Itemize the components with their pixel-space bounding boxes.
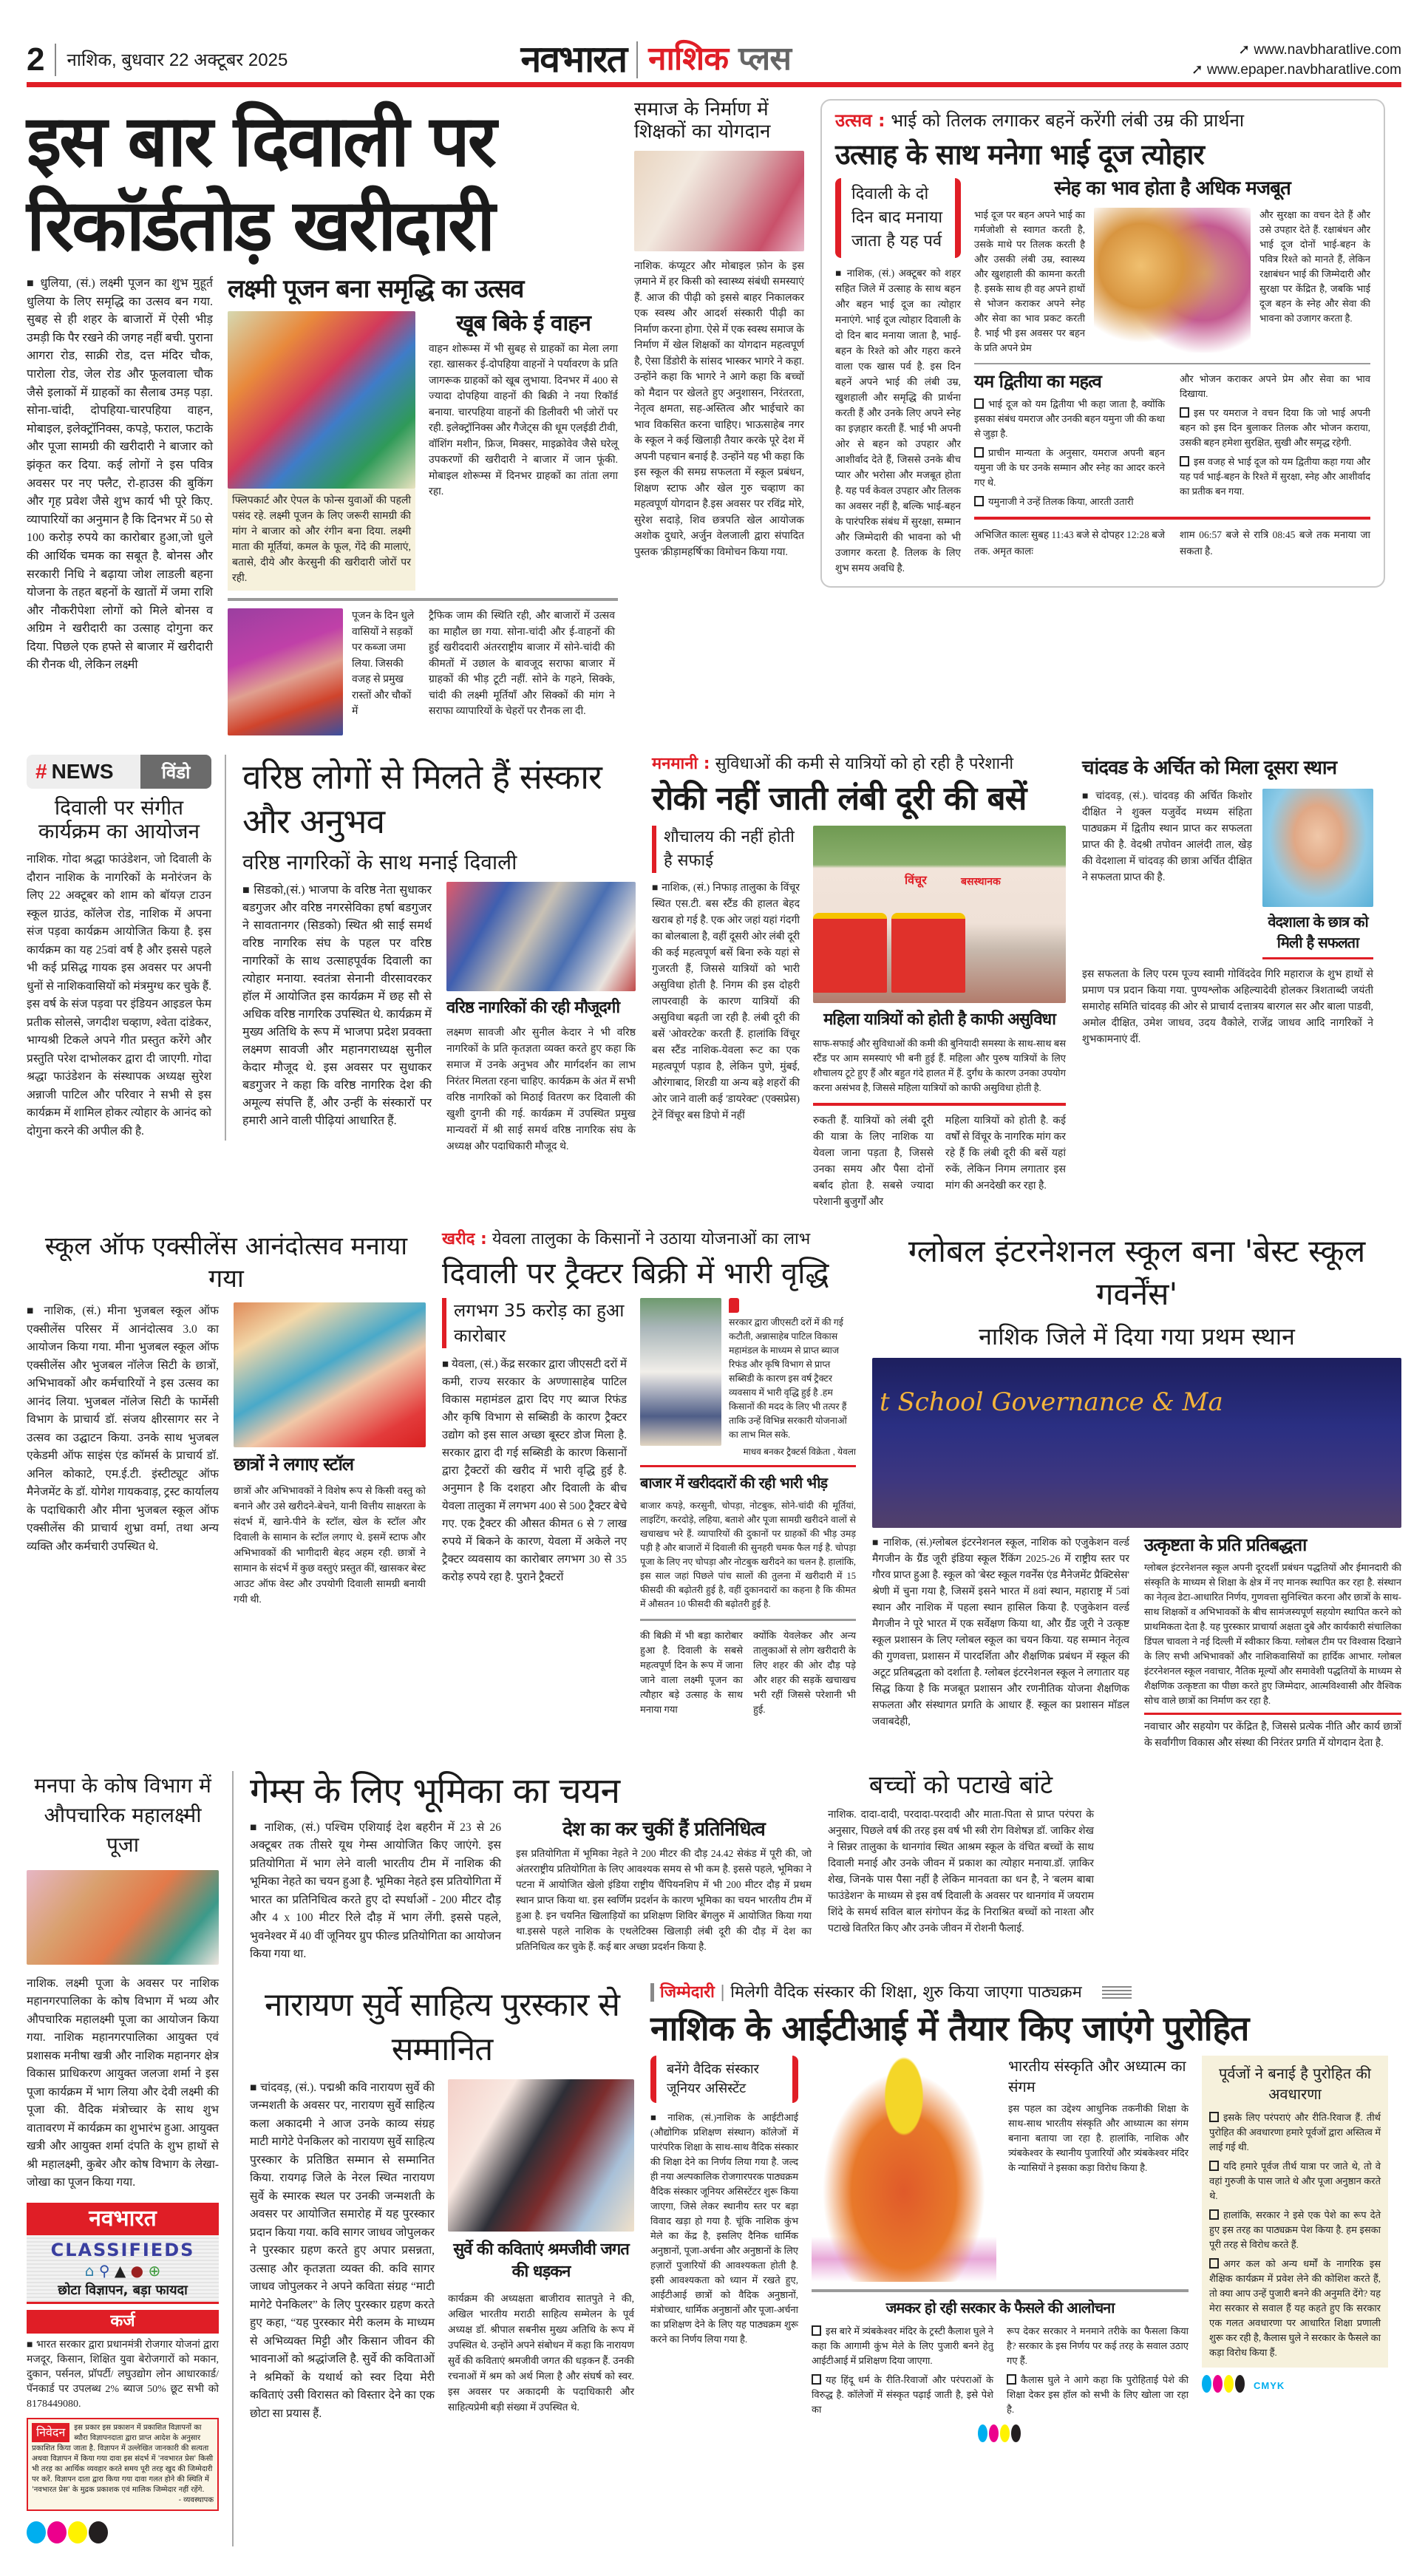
crackers-story xyxy=(828,1771,1094,1937)
puja-photo xyxy=(27,1870,219,1965)
shopping-family-photo xyxy=(228,311,415,489)
chandwad-photo-col xyxy=(1262,789,1373,959)
registration-marks xyxy=(1202,2375,1246,2396)
surve-photo-body: कार्यक्रम की अध्यक्षता बाजीराव सातपुते ने की, अखिल भारतीय मराठी साहित्य सम्मेलन के पूर्व अध्यक्ष डॉ. श्रीपाल सबनीस मुख्य अतिथि के रूप में उपस्थित थे. उन्होंने अपने संबोधन में कहा कि नारायण सुर्वे की कविताएं श्रमजीवी जगत की धड़कन हैं. उनकी रचनाओं में श्रम को अर्थ मिला है और संघर्ष को स्वर. इस अवसर पर अकादमी के पदाधिकारी और साहित्यप्रेमी बड़ी संख्या में उपस्थित थे. xyxy=(448,2292,634,2413)
classifieds-banner xyxy=(27,2235,219,2304)
edition-plus: प्लस xyxy=(738,40,791,78)
yam-point: प्राचीन मान्यता के अनुसार, यमराज अपनी बहन यमुना जी के घर उनके सम्मान और स्नेह का आदर करने गए थे. xyxy=(974,446,1165,488)
classifieds-ad: ■ भारत सरकार द्वारा प्रधानमंत्री रोजगार योजनां द्वारा मजदूर, किसान, शिक्षित युवा बेरोजगारों को मकान, दुकान, पर्सनल, प्रॉपर्टी/ लघुउद्योग लोन आधारकार्ड/ पॅनकार्ड पर उपलब्ध 2% ब्याज 50% छूट सभी को 8178449080. xyxy=(27,2338,219,2412)
mnp-headline: मनपा के कोष विभाग में औपचारिक महालक्ष्मी पूजा xyxy=(34,1773,211,1857)
students-stall-photo xyxy=(234,1302,426,1447)
page-number: 2 xyxy=(27,41,45,78)
iti-boxed-head: बनेंगे वैदिक संस्कार जूनियर असिस्टेंट xyxy=(650,2056,798,2103)
quote-icon xyxy=(729,1298,739,1313)
lead-headline xyxy=(27,99,618,268)
crackers-headline: बच्चों को पटाखे बांटे xyxy=(868,1770,1053,1800)
teachers-body: नाशिक. कंप्यूटर और मोबाइल फ़ोन के इस ज़माने में हर किसी को स्वास्थ्य संबंधी समस्याएं हैं. आज की पीढ़ी को इससे बाहर निकालकर एक स्वस्थ और आदर्श संस्कारी पीढ़ी का निर्माण करना होगा. ऐसे में एक स्वस्थ समाज के निर्माण में खेल शिक्षकों का योगदान महत्वपूर्ण है, ऐसा डिंडोरी के सांसद भास्कर भागरे ने कहा. उन्होंने कहा कि भागरे ने आगे कहा कि बच्चों को मैदान पर खेलते हुए अनुशासन, निरंतरता, नेतृत्व क्षमता, सह-अस्तित्व और भाईचारे का भाव विकसित करना चाहिए। भाऊसाहेब नगर के स्कूल ने कई खिलाड़ी तैयार करके पूरे देश में अपनी पहचान बनाई है. उन्होंने यह भी कहा कि इस स्कूल की समग्र सफलता में स्कूल प्रबंधन, शिक्षण स्टाफ और खेल गुरु चव्हाण का महत्वपूर्ण योगदान है.इस अवसर पर रविंद्र मोरे, सुरेश सदाड़े, शिव छत्रपति खेल आयोजक अशोक दुधारे, अर्जुन वेलजाली द्वारा संपादित पुस्तक 'क्रीड़ामहर्षि'का विमोचन किया गया. xyxy=(634,260,804,558)
bus-stand-sign: विंचूर xyxy=(905,874,927,887)
global-school-story xyxy=(872,1230,1401,1751)
checkbox-icon xyxy=(1007,2374,1016,2385)
lead-story xyxy=(27,99,618,735)
dateline: नाशिक, बुधवार 22 अक्टूबर 2025 xyxy=(67,50,288,70)
yellow-dot xyxy=(68,2521,87,2543)
chandwad-body-bottom: इस सफलता के लिए परम पूज्य स्वामी गोविंददेव गिरि महाराज के शुभ हाथों से प्रमाण पत्र प्रदान किया गया. पुण्यश्लोक अहिल्यादेवी होलकर त्रिशताब्दी जयंती समारोह समिति चांदवड़ की ओर से प्राचार्य दत्तात्रय बारगल सर और बाला पाडवी, अमोल दीक्षित, उमेश जाधव, उदय वैकोले, राजेंद्र जाधव आदि नागरिकों ने शुभकामनाएं दीं. xyxy=(1082,969,1373,1046)
lead-photo-row xyxy=(228,311,618,591)
magenta-dot xyxy=(47,2521,67,2543)
chandwad-body-top: ■ चांदवड़, (सं.). चांदवड़ की अर्चित किशोर दीक्षित ने शुक्ल यजुर्वेद मध्यम संहिता पाठ्यक्रम में द्वितीय स्थान प्राप्त कर सफलता प्राप्त की है. वेदश्री तपोवन आलंदी ताल, खेड़ की वेदशाला में चांदवड़ की छात्रा अर्चित दीक्षित ने सफलता प्राप्त की है. xyxy=(1082,789,1252,886)
yam-point: यमुनाजी ने उन्हें तिलक किया, आरती उतारी xyxy=(974,495,1165,509)
ancestors-point: यदि हमारे पूर्वज तीर्थ यात्रा पर जाते थे, तो वे वहां गुरुजी के पास जाते थे और पूजा अनुष्ठान करते थे. xyxy=(1209,2161,1381,2202)
tractor-quote: सरकार द्वारा जीएसटी दरों में की गई कटौती, अन्नासाहेब पाटिल विकास महामंडल के माध्यम से प्राप्त ब्याज रिफंड और कृषि विभाग से प्राप्त सब्सिडी के कारण इस वर्ष ट्रैक्टर व्यवसाय में भारी वृद्धि हुई है .हम किसानों की मदद के लिए भी तत्पर हैं ताकि उन्हें विभिन्न सरकारी योजनाओं का लाभ मिल सके. xyxy=(729,1316,847,1440)
tractor-body: ■ येवला, (सं.) केंद्र सरकार द्वारा जीएसटी दरों में कमी, राज्य सरकार के अण्णासाहेब पाटिल विकास महामंडल द्वारा दिए गए ब्याज रिफंड और कृषि विभाग से सब्सिडी के कारण ट्रैक्टर उद्योग को इस साल अच्छा बूस्टर डोज मिला है. सरकार द्वारा दी गई सब्सिडी के कारण किसानों द्वारा ट्रैक्टरों की खरीद में भारी वृद्धि हुई है. अनुमान है कि दशहरा और दिवाली के बीच येवला तालुका में लगभग 400 से 500 ट्रैक्टर बेचे गए. एक ट्रैक्टर की औसत कीमत 6 से 7 लाख रुपये में बिकने के कारण, येवला में अकेले नए ट्रैक्टर व्यवसाय का कारोबार लगभग 30 से 35 करोड़ रुपये रहा है. पुराने ट्रैक्टरों xyxy=(442,1356,627,1586)
bhaidooj-sub-right: और सुरक्षा का वचन देते हैं और उसे उपहार देते हैं. रक्षाबंधन और भाई दूज दोनों भाई-बहन के पवित्र रिश्ते को मानते हैं, लेकिन रक्षाबंधन भाई की जिम्मेदारी और सुरक्षा पर केंद्रित है, जबकि भाई दूज बहन के स्नेह और सेवा की भावना को उजागर करता है. xyxy=(1259,209,1370,324)
bhaidooj-right xyxy=(974,178,1370,559)
yam-points-left xyxy=(974,397,1165,509)
tractor-dealers-photo xyxy=(640,1298,721,1446)
chandwad-headline: चांदवड के अर्चित को मिला दूसरा स्थान xyxy=(1082,757,1337,780)
bus-headline: रोकी नहीं जाती लंबी दूरी की बसें xyxy=(652,780,1027,818)
notice-label: निवेदन xyxy=(32,2423,69,2442)
tractor-right xyxy=(640,1298,856,1717)
criticism-right xyxy=(1007,2324,1189,2417)
global-school-body: ■ नाशिक, (सं.)ग्लोबल इंटरनेशनल स्कूल, नाशिक को एजुकेशन वर्ल्ड मैगजीन के ग्रैंड जूरी इंडिया स्कूल रैंकिंग 2025-26 में राष्ट्रीय स्तर पर गौरव प्राप्त हुआ है. स्कूल को 'बेस्ट स्कूल गवर्नेंस एंड मैनेजमेंट प्रैक्टिसेस' श्रेणी में चुना गया है, जिसमें इसने भारत में 8वां स्थान, महाराष्ट्र में 5वां स्थान और नाशिक में पहला स्थान हासिल किया है. एजुकेशन वर्ल्ड मैगजीन ने पूरे भारत में एक सर्वेक्षण किया था, और ग्रैंड जूरी ने उत्कृष्ट स्कूल प्रशासन के लिए ग्लोबल स्कूल का चयन किया. यह सम्मान नेतृत्व की गुणवत्ता, प्रशासन में पारदर्शिता और शैक्षणिक प्रबंधन में स्कूल की अटूट प्रतिबद्धता को दर्शाता है. ग्लोबल इंटरनेशनल स्कूल ने लगातार यह सिद्ध किया है कि मजबूत प्रशासन और रणनीतिक योजना शैक्षणिक सफलता और संस्थागत प्रगति के आधार हैं. स्कूल का प्रशासन मॉडल जवाबदेही, xyxy=(872,1535,1129,1730)
purohit-illustration xyxy=(812,2056,996,2282)
iti-right xyxy=(1202,2056,1388,2396)
checkbox-icon xyxy=(1209,2161,1219,2171)
student-portrait xyxy=(1262,789,1373,907)
excellence-headline: स्कूल ऑफ एक्सीलेंस आनंदोत्सव मनाया गया xyxy=(44,1231,408,1294)
globe-icon: ➚ xyxy=(1238,41,1254,58)
quote-author: माधव बनकर ट्रैक्टर्स विक्रेता , येवला xyxy=(743,1446,856,1457)
registration-marks xyxy=(812,2424,1189,2445)
magenta-dot xyxy=(989,2424,999,2442)
iti-headline: नाशिक के आईटीआई में तैयार किए जाएंगे पुरोहित xyxy=(650,2008,1249,2049)
iti-side-body: इस पहल का उद्देश्य आधुनिक तकनीकी शिक्षा के साथ-साथ भारतीय संस्कृति और आध्यात्म का संगम बनाना बताया जा रहा है. हालांकि, नाशिक और त्र्यंबकेश्वर के स्थानीय पुजारियों और त्र्यंबकेश्वर मंदिर के न्यासियों ने इसका कड़ा विरोध किया है. xyxy=(1008,2103,1189,2174)
news-window-tag xyxy=(27,755,211,789)
muhurat-left: अभिजित कालः सुबह 11:43 बजे से दोपहर 12:28 बजे तक. अमृत कालः xyxy=(974,529,1165,557)
surve-headline: नारायण सुर्वे साहित्य पुरस्कार से सम्मानित xyxy=(265,1985,619,2068)
excellence-body: ■ नाशिक, (सं.) मीना भुजबल स्कूल ऑफ एक्सीलेंस परिसर में आनंदोत्सव 3.0 का आयोजन किया गया. मीना भुजबल स्कूल ऑफ एक्सीलेंस और भुजबल नॉलेज सिटी के छात्रों, अभिभावकों और कर्मचारियों ने इस उत्सव का आनंद लिया. भुजबल नॉलेज सिटी के फार्मेसी विभाग के प्राचार्य डॉ. संजय क्षीरसागर सर ने उत्सव का उद्घाटन किया. उनके साथ भुजबल एकेडमी ऑफ साइंस एंड कॉमर्स के प्राचार्य डॉ. अनिल कोकाटे, एम.ई.टी. इंस्टीट्यूट ऑफ मैनेजमेंट के डॉ. योगेश गायकवाड़, ट्रस्ट कार्यालय के पदाधिकारी और मीना भुजबल स्कूल ऑफ एक्सीलेंस की प्राचार्य शुभ्रा वर्मा, तथा अन्य व्यक्ति और कर्मचारी उपस्थित थे. xyxy=(27,1302,219,1556)
siblings-photo xyxy=(1094,208,1251,353)
mnp-body: नाशिक. लक्ष्मी पूजा के अवसर पर नाशिक महानगरपालिका के कोष विभाग में भव्य और औपचारिक महालक्ष्मी पूजा का आयोजन किया गया. नाशिक महानगरपालिका आयुक्त एवं प्रशासक मनीषा खत्री और नाशिक महानगर क्षेत्र विकास प्राधिकरण आयुक्त जलजा शर्मा ने इस पूजा कार्यक्रम में भाग लिया और देवी लक्ष्मी की पूजा की. वैदिक मंत्रोच्चार के साथ शुभ वातावरण में कार्यक्रम का शुभारंभ हुआ. आयुक्त खत्री और आयुक्त शर्मा दंपति के शुभ हाथों से श्री महालक्ष्मी, कुबेर और कोष विभाग के लेखा-जोखा का पूजन किया गया. xyxy=(27,1977,219,2189)
magenta-dot xyxy=(1213,2375,1223,2393)
tractor-left xyxy=(442,1298,627,1586)
seniors-photo-col xyxy=(446,882,636,1155)
global-school-side-col xyxy=(1144,1535,1401,1752)
black-dot xyxy=(1011,2424,1021,2442)
surve-photo-head: सुर्वे की कविताएं श्रमजीवी जगत की धड़कन xyxy=(453,2240,629,2281)
cyan-dot xyxy=(978,2424,987,2442)
criticism-left xyxy=(812,2324,993,2417)
epaper-link[interactable]: ➚ www.epaper.navbharatlive.com xyxy=(1191,61,1401,78)
notice-text: इस प्रकार इस प्रकाशन में प्रकाशित विज्ञापनों का ब्यौरा विज्ञापनदाता द्वारा प्राप्त आदेश के अनुसार प्रकाशित किया जाता है. विज्ञापन में उल्लेखित जानकारी की सत्यता अथवा विज्ञापन में किया गया दावा इस संदर्भ में 'नवभारत प्रेस' किसी भी तरह का आर्थिक व्यवहार करते समय पूरी तरह खुद की जिम्मेदारी पर करें. विज्ञापन दाता द्वारा किया गया दावा गलत होने की स्थिति में 'नवभारत प्रेस' के मुद्रक प्रकाशक एवं मालिक जिम्मेदार नहीं रहेंगे. xyxy=(32,2423,214,2494)
seniors-photo xyxy=(446,882,636,991)
bhaidooj-subhead: स्नेह का भाव होता है अधिक मजबूत xyxy=(1054,177,1291,200)
search-icon: ⚲ xyxy=(98,2261,110,2280)
bus-right xyxy=(813,826,1066,1211)
global-school-side: ग्लोबल इंटरनेशनल स्कूल अपनी दूरदर्शी प्रबंधन पद्धतियों और ईमानदारी की संस्कृति के माध्यम से शिक्षा के क्षेत्र में नए मानक स्थापित कर रहा है. संस्थान का नेतृत्व डेटा-आधारित निर्णय, गुणवत्ता सुनिश्चित करना और छात्रों के साथ-साथ शिक्षकों व अभिभावकों के बीच सामंजस्यपूर्ण सहयोग स्थापित करने को प्राथमिकता देता है. यह पुरस्कार प्राचार्या अक्षता दुबे और कार्यकारी संचालिका डिंपल चावला ने नई दिल्ली में स्वीकार किया. ग्लोबल टीम पर विश्वास दिखाने के लिए सभी अभिभावकों और नाशिकवासियों का हार्दिक आभार. ग्लोबल इंटरनेशनल स्कूल नवाचार, नैतिक मूल्यों और समावेशी पद्धतियों के माध्यम से शैक्षणिक उत्कृष्टता का पीछा करते हुए जिम्मेदार, आत्मविश्वासी और वैश्विक सोच वाले छात्रों का निर्माण कर रहा है. xyxy=(1144,1561,1401,1706)
bhaidooj-body: ■ नाशिक, (सं.) अक्टूबर को शहर सहित जिले में उत्साह के साथ बहन और बहन भाई दूज का त्योहार मनाएंगे. भाई दूज त्योहार दिवाली के दो दिन बाद मनाया जाता है, भाई-बहन के रिश्ते को और गहरा करने वाला एक खास पर्व है. इस दिन बहनें अपने भाई की लंबी उम्र, खुशहाली और समृद्धि की प्रार्थना करती हैं और उनके लिए अपने स्नेह का इज़हार करती हैं. भाई भी अपनी ओर से बहन को उपहार और आशीर्वाद देते हैं, जिससे उनके बीच प्यार और भरोसा और मजबूत होता है. यह पर्व केवल उपहार और तिलक का अवसर नहीं है, बल्कि भाई-बहन के पारंपरिक संबंध में सुरक्षा, सम्मान और जिम्मेदारी की भावना को भी उजागर करता है. तिलक के लिए शुभ समय अवधि है. xyxy=(835,265,961,576)
criticism-head: जमकर हो रही सरकार के फैसले की आलोचना xyxy=(885,2299,1115,2317)
bhaidooj-left xyxy=(835,178,961,576)
criticism-point: कैलास घुले ने आगे कहा कि पुरोहिताई पेशे की शिक्षा देकर इस हॉल को सभी के लिए खोला जा रहा है. xyxy=(1007,2374,1189,2416)
checkbox-icon xyxy=(974,496,984,506)
global-school-headline: ग्लोबल इंटरनेशनल स्कूल बना 'बेस्ट स्कूल गवर्नेंस' xyxy=(908,1233,1366,1313)
checkbox-icon xyxy=(1180,407,1189,418)
iti-side-head: भारतीय संस्कृति और अध्यात्म का संगम xyxy=(1008,2057,1186,2096)
crackers-body: नाशिक. दादा-दादी, परदादा-परदादी और माता-पिता से प्राप्त परंपरा के अनुसार, पिछले वर्ष की तरह इस वर्ष भी स्त्री रोग विशेषज्ञ डॉ. जाकिर शेख ने सिन्नर तालुका के थानगांव स्थित आश्रम स्कूल के वंचित बच्चों के साथ दिवाली मनाई और उनके जीवन में प्रकाश का त्योहार मनाया.डॉ. ज़ाकिर शेख, जिनके पास पैसा नहीं है लेकिन मानवता का धन है, ने 'बलम बाबा फाउंडेशन' के माध्यम से इस वर्ष दिवाली के अवसर पर थानगांव में जयराम शिंदे के समर्थ सविल बाल संगोपन केंद्र के निराश्रित बच्चों को नाश्ता और पटाखे वितरित किए और उनके जीवन में रोशनी फैलाई. xyxy=(828,1809,1094,1934)
games-row xyxy=(250,1771,1401,1964)
tractor-col-a: की बिक्री में भी बड़ा कारोबार हुआ है. दिवाली के सबसे महत्वपूर्ण दिन के रूप में जाना जाने वाला लक्ष्मी पूजन का त्यौहार बड़े उत्साह के साथ मनाया गया xyxy=(640,1629,743,1715)
games-headline: गेम्स के लिए भूमिका का चयन xyxy=(250,1770,620,1812)
photo-caption: फ्लिपकार्ट और ऐपल के फोन्स युवाओं की पहली पसंद रहे. लक्ष्मी पूजन के लिए जरूरी सामग्री की मांग ने बाजार को और रंगीन बना दिया. लक्ष्मी माता की मूर्तियां, कमल के फूल, गेंदे की मालाएं, बतासे, दीये और केरसुनी की खरीदारी जोरों पर रही. xyxy=(228,489,415,591)
lead-body: ■ धुलिया, (सं.) लक्ष्मी पूजन का शुभ मुहूर्त धुलिया के लिए समृद्धि का उत्सव बन गया. सुबह से ही शहर के बाजारों में ऐसी भीड़ उमड़ी कि पैर रखने की जगह नहीं बची. पुराना आगरा रोड, साक्री रोड, दत्त मंदिर चौक, पारोला रोड, जेल रोड और फूलवाला चौक जैसे इलाकों में ग्राहकों का सैलाब उमड़ पड़ा. सोना-चांदी, दोपहिया-चारपहिया वाहन, मोबाइल, इलेक्ट्रॉनिक्स, कपड़े, फराल, फटाके और पूजा सामग्री की खरीदारी ने बाजार को झंकृत कर दिया. कई लोगों ने इस पवित्र अवसर पर नए फ्लैट, रो-हाउस की बुकिंग और गृह प्रवेश जैसे शुभ कार्य भी पूरे किए. व्यापारियों का अनुमान है कि दिनभर में 50 से 100 करोड़ रुपये का कारोबार हुआ,जो धुले की आर्थिक चमक का सबूत है. बोनस और सरकारी निधि ने बढ़ाया जोश लाडली बहना योजना के तहत बहनों के खातों में जमा राशि और नौकरीपेशा लोगों को मिले बोनस व अग्रिम ने खरीदारी का उत्साह दोगुना कर दिया. पिछले एक हफ्ते से बाजार में खरीदारी की रौनक थी, लेकिन लक्ष्मी xyxy=(27,275,213,675)
ev-body: वाहन शोरूम्स में भी सुबह से ग्राहकों का मेला लगा रहा. खासकर ई-दोपहिया वाहनों ने पर्यावरण के प्रति जागरूक ग्राहकों को खूब लुभाया. दिनभर में 400 से ज्यादा दोपहिया वाहनों की बिक्री ने नया रिकॉर्ड बनाया. चारपहिया वाहनों की डिलीवरी भी जोरों पर रही. इलेक्ट्रॉनिक्स और गैजेट्स की धूम एलईडी टीवी, वॉशिंग मशीन, फ्रिज, मिक्सर, माइक्रोवेव जैसे घरेलू उपकरणों की खरीदारी ने बाजार में जान फूंकी. मोबाइल शोरूम्स में दिनभर ग्राहकों का तांता लगा रहा. xyxy=(429,343,618,498)
bhaidooj-headline: उत्साह के साथ मनेगा भाई दूज त्योहार xyxy=(835,137,1204,171)
lead-bottom-row xyxy=(228,608,618,735)
yellow-dot xyxy=(1000,2424,1010,2442)
games-side-body: इस प्रतियोगिता में भूमिका नेहते ने 200 मीटर की दौड़ 24.42 सेकंड में पूरी की, जो अंतरराष्ट्रीय प्रतियोगिता के लिए आवश्यक समय से भी कम है. इससे पहले, भूमिका ने पटना में आयोजित खेलो इंडिया राष्ट्रीय चैंपियनशिप में भी 200 मीटर दौड़ में प्रथम स्थान प्राप्त किया था. इस स्वर्णिम प्रदर्शन के कारण भूमिका का चयन भारतीय टीम में हुआ है. इन चयनित खिलाड़ियों का प्रशिक्षण शिविर बेंगलुरु में आयोजित किया गया था.इससे पहले नाशिक के एथलेटिक्स खिलाड़ी लंबी दूरी की दौड़ में देश का प्रतिनिधित्व कर चुके हैं. कई बार अच्छा प्रदर्शन किया है. xyxy=(516,1847,812,1952)
bus-body: ■ नाशिक, (सं.) निफाड़ तालुका के विंचूर स्थित एस.टी. बस स्टैंड की हालत बेहद खराब हो गई है. एक ओर जहां यहां गंदगी का बोलबाला है, वहीं दूसरी ओर लंबी दूरी की कई महत्वपूर्ण बसें बिना रुके यहां से गुजरती हैं, जिससे यात्रियों को भारी असुविधा होती है. निगम की इस दोहरी लापरवाही के कारण यात्रियों की असुविधा बढ़ती जा रही है. लंबी दूरी की बसें 'ओवरटेक' करती हैं. हालांकि विंचूर बस स्टैंड नाशिक-येवला रूट का एक महत्वपूर्ण पड़ाव है, लेकिन पुणे, मुंबई, औरंगाबाद, शिरडी या अन्य बड़े शहरों की ओर जाने वाली कई 'डायरेक्ट' (एक्सप्रेस) ट्रेनें विंचूर बस डिपो में नहीं xyxy=(652,880,800,1124)
iti-kicker: जिम्मेदारी | मिलेगी वैदिक संस्कार की शिक्षा, शुरु किया जाएगा पाठ्यक्रम xyxy=(650,1983,1401,2002)
checkbox-icon xyxy=(812,2325,821,2336)
news-tag-left xyxy=(27,755,140,789)
yam-left xyxy=(974,372,1165,509)
bus-kicker: मनमानी : सुविधाओं की कमी से यात्रियों को हो रही है परेशानी xyxy=(652,755,1014,774)
seniors-headline: वरिष्ठ लोगों से मिलते हैं संस्कार और अनुभव xyxy=(242,757,602,842)
iti-story xyxy=(650,1983,1401,2445)
iti-side-col xyxy=(1008,2056,1189,2175)
ancestors-point: अगर कल को अन्य धर्मों के नागरिक इस शैक्षिक कार्यक्रम में प्रवेश लेने की कोशिश करते हैं, तो क्या आप उन्हें पुजारी बनने की अनुमति देंगे? यह मेरा सरकार से सवाल हैं यह कहते हुए कि सरकार एक गलत अवधारणा पर आधारित शिक्षा प्रणाली शुरू कर रही है, कैलास घुले ने सरकार के फैसले का कड़ा विरोध किया हैं. xyxy=(1209,2258,1381,2359)
lead-columns xyxy=(27,275,618,735)
tractor-headline: दिवाली पर ट्रैक्टर बिक्री में भारी वृद्धि xyxy=(442,1256,829,1291)
ancestors-points xyxy=(1209,2110,1381,2360)
tractor-col-b: क्योंकि येवलेकर और अन्य तालुकाओं से लोग खरीदारी के लिए शहर की ओर दौड़ पड़े और शहर की सड़कें खचाखच भरी रहीं जिससे परेशानी भी हुई. xyxy=(753,1629,856,1715)
games-side-head: देश का कर चुकीं हैं प्रतिनिधित्व xyxy=(562,1818,765,1841)
bhaidooj-columns xyxy=(835,178,1370,576)
website-links xyxy=(1191,40,1401,80)
surve-columns xyxy=(250,2079,634,2424)
yellow-dot xyxy=(1224,2375,1234,2393)
classifieds-category: कर्ज xyxy=(27,2310,219,2334)
band-second xyxy=(27,755,1401,1211)
bhaidooj-boxed-head: दिवाली के दो दिन बाद मनाया जाता है यह पर्व xyxy=(835,178,961,258)
bus-columns xyxy=(652,826,1066,1211)
band-bottom xyxy=(27,1771,1401,2546)
chandwad-story xyxy=(1082,755,1373,1048)
section-rule xyxy=(640,1619,856,1621)
criticism-point: रूप देकर सरकार ने मनमाने तरीके का फैसला किया है? सरकार के इस निर्णय पर कई तरह के सवाल उठाए गए हैं. xyxy=(1007,2325,1189,2367)
checkbox-icon xyxy=(974,398,984,409)
left-column xyxy=(27,1771,234,2546)
band-third xyxy=(27,1230,1401,1751)
games-columns xyxy=(250,1819,812,1964)
wrap-text: पूजन के दिन धुले वासियों ने सड़कों पर कब्जा जमा लिया. जिसकी वजह से प्रमुख रास्तों और चौकों में xyxy=(352,611,415,718)
yam-row xyxy=(974,372,1370,509)
tractor-quote-row xyxy=(640,1298,856,1458)
muhurat-row xyxy=(974,527,1370,560)
shopping-woman-photo xyxy=(228,608,343,735)
bus-col2: रुकती हैं. यात्रियों को लंबी दूरी की यात्रा के लिए नाशिक या येवला जाना पड़ता है, जिससे उनका समय और पैसा दोनों बर्बाद होता है. सबसे ज्यादा परेशानी बुजुर्गों और xyxy=(813,1115,934,1209)
checkbox-icon xyxy=(812,2374,821,2385)
section-rule xyxy=(1144,1713,1401,1715)
muhurat-rule xyxy=(974,517,1370,520)
award-banner-text: t School Governance & Ma xyxy=(880,1387,1223,1418)
decorative-lines xyxy=(1102,1986,1132,1999)
ancestors-point: इसके लिए परंपराएं और रीति-रिवाज हैं. तीर्थ पुरोहित की अवधारणा हमारे पूर्वजों द्वारा अस्तित्व में लाई गई थी. xyxy=(1209,2112,1381,2153)
seniors-subhead: वरिष्ठ नागरिकों के साथ मनाई दिवाली xyxy=(242,850,517,875)
teachers-story xyxy=(634,99,804,560)
market-head: बाजार में खरीददारों की रही भारी भीड़ xyxy=(640,1473,828,1492)
black-dot xyxy=(89,2521,108,2543)
surve-body: ■ चांदवड़, (सं.). पद्मश्री कवि नारायण सुर्वे की जन्मशती के अवसर पर, नारायण सुर्वे साहित्य कला अकादमी ने आज उनके काव्य संग्रह माटी मागेटे पेनकिलर को नारायण सुर्वे साहित्य पुरस्कार के प्रतिष्ठित सम्मान से सम्मानित किया. रायगढ़ जिले के नेरल स्थित नारायण सुर्वे के स्मारक स्थल पर उनकी जन्मशती के अवसर पर आयोजित समारोह में यह पुरस्कार प्रदान किया गया. कवि सागर जाधव जोपुलकर ने पुरस्कार ग्रहण करते हुए अपार प्रसन्नता, उत्साह और कृतज्ञता व्यक्त की. कवि सागर जाधव जोपुलकर ने अपने कविता संग्रह “माटी मागेटे पेनकिलर” के लिए पुरस्कार ग्रहण करते हुए कहा, “यह पुरस्कार मेरी कलम के माध्यम से अभिव्यक्त मिट्टी और किसान जीवन की भावनाओं को श्रद्धांजलि है. सुर्वे की कविताओं ने श्रमिकों के यथार्थ को स्वर दिया मेरी कविताएं उसी विरासत को विस्तार देने का एक छोटा सा प्रयास हैं. xyxy=(250,2079,435,2424)
seniors-photo-body: लक्ष्मण सावजी और सुनील केदार ने भी वरिष्ठ नागरिकों के प्रति कृतज्ञता व्यक्त करते हुए कहा कि समाज में उनके अनुभव और मार्गदर्शन का लाभ निरंतर मिलता रहना चाहिए. कार्यक्रम के अंत में सभी वरिष्ठ नागरिकों को मिठाई वितरण कर दिवाली की खुशी दुगनी की गई. कार्यक्रम में उपस्थित प्रमुख मान्यवरों में श्री साई समर्थ वरिष्ठ नागरिक संघ के अध्यक्ष और पदाधिकारी मौजूद थे. xyxy=(446,1027,636,1152)
bhaidooj-box xyxy=(820,99,1385,588)
classifieds-brand: नवभारत xyxy=(27,2203,219,2235)
lead-photo-col xyxy=(228,311,415,591)
classifieds-box xyxy=(27,2203,219,2511)
checkbox-icon xyxy=(1209,2112,1219,2122)
excellence-story xyxy=(27,1230,426,1607)
edition-name: नाशिक xyxy=(648,40,729,78)
student-photo-caption: वेदशाला के छात्र को मिली है सफलता xyxy=(1268,913,1368,952)
globe-icon: ➚ xyxy=(1191,61,1208,78)
classifieds-icons xyxy=(27,2262,219,2280)
seniors-columns xyxy=(242,882,636,1155)
cyan-dot xyxy=(1202,2375,1211,2393)
section-rule xyxy=(640,1465,856,1467)
news-window xyxy=(27,755,226,1141)
checkbox-icon xyxy=(1209,2258,1219,2269)
bus-boxed-head: शौचालय की नहीं होती है सफाई xyxy=(652,826,800,873)
bhaidooj-kicker: उत्सव : भाई को तिलक लगाकर बहनें करेंगी लंबी उम्र की प्रार्थना xyxy=(835,110,1245,131)
surve-story xyxy=(250,1983,634,2424)
news-window-headline: दिवाली पर संगीत कार्यक्रम का आयोजन xyxy=(38,795,200,844)
print-marks-right xyxy=(1202,2375,1388,2396)
health-icon: ⊕ xyxy=(148,2261,161,2280)
bus-photo-head: महिला यात्रियों को होती है काफी असुविधा xyxy=(823,1010,1055,1029)
yam-continuation: और भोजन कराकर अपने प्रेम और सेवा का भाव दिखाया. xyxy=(1180,373,1370,400)
iti-left xyxy=(650,2056,798,2347)
bus-photo-body: साफ-सफाई और सुविधाओं की कमी की बुनियादी समस्या के साथ-साथ बस स्टैंड पर आम समस्याएं भी बनी हुई हैं. महिला और पुरुष यात्रियों के लिए शौचालय टूटे हुए हैं और बहुत गंदे हालत में हैं. दुर्गंध के कारण उनका उपयोग करना असंभव है, जिससे महिला यात्रियों को काफी असुविधा होती है. xyxy=(813,1038,1066,1094)
global-school-subhead: नाशिक जिले में दिया गया प्रथम स्थान xyxy=(979,1322,1295,1351)
games-body: ■ नाशिक, (सं.) पश्चिम एशियाई देश बहरीन में 23 से 26 अक्टूबर तक तीसरे यूथ गेम्स आयोजित किए जाएंगे. इस प्रतियोगिता में भाग लेने वाली भारतीय टीम में नाशिक की भूमिका नेहते का चयन हुआ है. भूमिका नेहते इस प्रतियोगिता में भारत का प्रतिनिधित्व करते हुए दो स्पर्धाओं - 200 मीटर दौड़ और 4 x 100 मीटर रिले दौड़ में भाग लेंगी. इससे पहले, भुवनेश्वर में 40 वीं जूनियर ग्रुप फील्ड प्रतियोगिता का आयोजन किया गया था. xyxy=(250,1819,501,1964)
ancestors-head: पूर्वजों ने बनाई है पुरोहित की अवधारणा xyxy=(1219,2064,1371,2104)
global-school-columns xyxy=(872,1535,1401,1752)
iti-columns xyxy=(650,2056,1401,2445)
seniors-story xyxy=(242,755,636,1155)
ancestors-point: हालांकि, सरकार ने इसे एक पेशे का रूप देते हुए इस तरह का पाठ्यक्रम पेश किया है. हम इसका पूरी तरह से विरोध करते हैं. xyxy=(1209,2209,1381,2251)
surve-photo-col xyxy=(448,2079,634,2415)
window-label: विंडो xyxy=(140,755,211,789)
criticism-point: यह हिंदू धर्म के रीति-रिवाजों और परंपराओं के विरुद्ध है. कॉलेजों में संस्कृत पढ़ाई जाती है, इसे पेशे का xyxy=(812,2374,993,2416)
global-school-side2: नवाचार और सहयोग पर केंद्रित है, जिससे प्रत्येक नीति और कार्य छात्रों के सर्वांगीण विकास और संस्था की निरंतर प्रगति में योगदान देता है. xyxy=(1144,1721,1401,1749)
market-body: बाजार कपड़े, करसुनी, चोपड़ा, नोटबुक, सोने-चांदी की मूर्तियां, लाइटिंग, करदोड़े, लहिया, बताशे और पूजा सामग्री खरीदने वालों से खचाखच भरे हैं. व्यापारियों की दुकानों पर ग्राहकों की भीड़ उमड़ पड़ी है और बाजारों में दिवाली की सुनहरी चमक फैल गई है. चोपड़ा पूजा के लिए नए चोपड़ा और नोटबुक खरीदने का चलन है. हालांकि, इस साल जहां पिछले पांच सालों की तुलना में खरीदारी में 15 फीसदी की बढ़ोतरी हुई है, वहीं दुकानदारों का कहना है कि कीमत में औसतन 10 फीसदी की बढ़ोतरी हुई है. xyxy=(640,1500,856,1609)
criticism-point: इस बारे में त्र्यंबकेश्वर मंदिर के ट्रस्टी कैलाश घुले ने कहा कि आगामी कुंभ मेले के लिए पुजारी बनने हेतु आईटीआई में प्रशिक्षण दिया जाएगा. xyxy=(812,2325,993,2367)
hash-icon: # xyxy=(35,760,47,784)
bus-left xyxy=(652,826,800,1124)
checkbox-icon xyxy=(1180,456,1189,466)
games-side-col xyxy=(516,1819,812,1954)
cmyk-label: CMYK xyxy=(1254,2379,1285,2391)
stall-body: छात्रों और अभिभावकों ने विशेष रूप से किसी वस्तु को बनाने और उसे खरीदने-बेचने, यानी वित्तीय साक्षरता के संदर्भ में, खाने-पीने के स्टॉल, खेल के स्टॉल और दिवाली के सामान के स्टॉल लगाए थे. इसमें स्टाफ और अभिभावकों की भागीदारी बेहद अहम रही. छात्रों ने सामान के संदर्भ में कुछ वस्तुएं प्रस्तुत कीं, खासकर बेस्ट आउट ऑफ वेस्ट और उपयोगी दिवाली सामग्री बनायी गयी थी. xyxy=(234,1484,426,1605)
bus-graphic xyxy=(891,913,965,993)
brand-logo: नवभारत xyxy=(520,37,627,81)
bus-stand-sign: बसस्थानक xyxy=(961,874,1001,887)
jewellery-body: ट्रैफिक जाम की स्थिति रही, और बाजारों में उत्सव का माहौल छा गया. सोना-चांदी और ई-वाहनों की हुई खरीददारी अंतरराष्ट्रीय बाजार में सोने-चांदी की कीमतों में उछाल के बावजूद सराफा बाजार में ग्राहकों की भीड़ टूटी नहीं. सोने के गहने, सिक्के, चांदी की लक्ष्मी मूर्तियाँ और सिक्कों की मांग ने सराफा व्यापारियों के चेहरों पर रौनक ला दी. xyxy=(429,611,615,718)
bus-bottom-row xyxy=(813,1113,1066,1211)
lead-right xyxy=(228,275,618,735)
chandwad-top-row xyxy=(1082,789,1373,959)
graduation-cap-icon: ▲ xyxy=(114,2261,126,2280)
excellence-photo-col xyxy=(234,1302,426,1607)
bhaidooj-sub-row xyxy=(974,208,1370,356)
right-area xyxy=(250,1771,1401,2445)
website-link[interactable]: ➚ www.navbharatlive.com xyxy=(1238,41,1401,58)
lead-headline-line: रिकॉर्डतोड़ खरीदारी xyxy=(27,184,494,267)
games-story xyxy=(250,1771,812,1964)
excellence-commitment-head: उत्कृष्टता के प्रति प्रतिबद्धता xyxy=(1144,1535,1307,1556)
tractor-columns xyxy=(442,1298,856,1717)
divider xyxy=(55,44,56,76)
seniors-body: ■ सिडको,(सं.) भाजपा के वरिष्ठ नेता सुधाकर बडगुजर और वरिष्ठ नगरसेविका हर्षा बडगुजर ने सावतानगर (सिडको) स्थित श्री साई समर्थ वरिष्ठ नागरिक संघ के पहल पर वरिष्ठ नागरिकों के साथ उत्साहपूर्वक दिवाली का त्योहार मनाया. स्वतंत्रा सेनानी वीरसावरकर हॉल में आयोजित इस कार्यक्रम में छह सौ से अधिक वरिष्ठ नागरिक उपस्थित थे. कार्यक्रम में मुख्य अतिथि के रूप में भाजपा प्रदेश प्रवक्ता लक्ष्मण सावजी और महानगराध्यक्ष सुनील केदार मौजूद थे. इस अवसर पर सुधाकर बडगुजर ने कहा कि वरिष्ठ नागरिक देश की अमूल्य संपत्ति हैं, और उन्हीं के संस्कारों पर हमारी आने वाली पीढ़ियां आधारित हैं. xyxy=(242,882,432,1130)
award-photo xyxy=(448,2079,634,2232)
surve-iti-row xyxy=(250,1983,1401,2445)
iti-body: ■ नाशिक, (सं.)नाशिक के आईटीआई (औद्योगिक प्रशिक्षण संस्थान) कॉलेजों में पारंपरिक शिक्षा के साथ-साथ वैदिक संस्कार की शिक्षा देने का निर्णय लिया गया है. जल्द ही नया अल्पकालिक रोजगारपरक पाठ्यक्रम वैदिक संस्कार जूनियर असिस्टेंटर शुरू किया जाएगा, जिसे लेकर स्थानीय स्तर पर बड़ा विवाद खड़ा हो गया है. चूंकि नाशिक कुंभ मेले का केंद्र है, इसलिए दैनिक धार्मिक अनुष्ठानों, पूजा-अर्चना और अनुष्ठानों के लिए हज़ारों पुजारियों की आवश्यकता होती है. इसी आवश्यकता को ध्यान में रखते हुए, आईटीआई छात्रों को वैदिक अनुष्ठानों, मंत्रोच्चार, धार्मिक अनुष्ठानों और पूजा-अर्चना का प्रशिक्षण देने के लिए यह पाठ्यक्रम शुरू करने का निर्णय लिया गया है. xyxy=(650,2110,798,2347)
stall-head: छात्रों ने लगाए स्टॉल xyxy=(234,1454,354,1475)
iti-middle xyxy=(812,2056,1189,2445)
tractor-kicker: खरीद : येवला तालुका के किसानों ने उठाया योजनाओं का लाभ xyxy=(442,1230,811,1249)
criticism-row xyxy=(812,2324,1189,2417)
section-rule xyxy=(813,1103,1066,1106)
house-icon: ⌂ xyxy=(84,2261,95,2280)
yam-point: इस पर यमराज ने वचन दिया कि जो भाई अपनी बहन को इस दिन बुलाकर तिलक और भोजन कराया, उसकी बहन हमेशा सुरक्षित, सुखी और समृद्ध रहेगी. xyxy=(1180,407,1370,449)
lead-subhead: लक्ष्मी पूजन बना समृद्धि का उत्सव xyxy=(228,274,524,304)
bus-col3: महिला यात्रियों को होती है. कई वर्षों से विंचूर के नागरिक मांग कर रहे हैं कि लंबी दूरी की बसें यहां रुकें, लेकिन निगम लगातार इस मांग की अनदेखी कर रहा है. xyxy=(945,1115,1066,1192)
muhurat-right: शाम 06:57 बजे से रात्रि 08:45 बजे तक मनाया जा सकता है. xyxy=(1180,529,1370,557)
notice-box xyxy=(27,2418,219,2511)
teachers-photo xyxy=(634,151,804,251)
ev-subhead: खूब बिके ई वाहन xyxy=(456,310,591,337)
section-rule xyxy=(228,598,618,601)
notice-sign: - व्यवस्थापक xyxy=(178,2495,214,2504)
seniors-photo-head: वरिष्ठ नागरिकों की रही मौजूदगी xyxy=(446,999,620,1018)
divider xyxy=(636,41,638,78)
caption-rule xyxy=(1262,957,1373,959)
registration-marks xyxy=(27,2521,219,2546)
teachers-headline: समाज के निर्माण में शिक्षकों का योगदान xyxy=(634,98,771,143)
news-window-body: नाशिक. गोदा श्रद्धा फाउंडेशन, जो दिवाली के दौरान नाशिक के नागरिकों के मनोरंजन के लिए 22 अक्टूबर को शाम को बॉयज़ टाउन स्कूल ग्राउंड, कॉलेज रोड, नाशिक में अपना संज पड़वा कार्यक्रम आयोजित किया है. इस कार्यक्रम का यह 25वां वर्ष है और इससे पहले भी कई प्रसिद्ध गायक इस अवसर पर अपनी धुनों से नाशिकवासियों को मंत्रमुग्ध कर चुके हैं. इस वर्ष के संज पड़वा पर इंडियन आइडल फेम प्रतीक सोलसे, जगदीश चव्हाण, श्वेता दांडेकर, भाग्यश्री टिकले अपने गीत प्रस्तुत करेंगे और प्रस्तुति परेश दाभोलकर द्वारा दी जाएगी. गोदा श्रद्धा फाउंडेशन के संस्थापक अध्यक्ष सुरेश अन्नाजी पाटिल और परिवार ने सभी से इस कार्यक्रम में शामिल होकर त्योहार के आनंद को दोगुना करने की अपील की है. xyxy=(27,853,211,1138)
tractor-bottom-row xyxy=(640,1628,856,1717)
ev-col xyxy=(429,311,618,500)
cyan-dot xyxy=(27,2521,46,2543)
classifieds-tagline: छोटा विज्ञापन, बड़ा फायदा xyxy=(58,2282,188,2298)
bhaidooj-sub-left: भाई दूज पर बहन अपने भाई का गर्मजोशी से स्वागत करती है, उसके माथे पर तिलक करती है और उसकी लंबी उम्र, स्वास्थ्य और खुशहाली की कामना करती है. इसके साथ ही वह अपने हाथों से भोजन कराकर अपने स्नेह और सेवा का भाव प्रकट करती है. भाई भी इस अवसर पर बहन के प्रति अपने प्रेम xyxy=(974,209,1085,354)
iti-middle-top xyxy=(812,2056,1189,2282)
tractor-story xyxy=(442,1230,856,1716)
bus-story xyxy=(652,755,1066,1211)
award-ceremony-photo xyxy=(872,1358,1401,1528)
news-label: NEWS xyxy=(51,760,114,784)
band-top xyxy=(27,99,1401,735)
classifieds-title: CLASSIFIEDS xyxy=(50,2239,195,2260)
mandala-icon: ● xyxy=(130,2261,144,2280)
checkbox-icon xyxy=(1209,2209,1219,2220)
yam-points-right xyxy=(1180,372,1370,499)
tractor-quote-col xyxy=(729,1298,856,1458)
section-rule xyxy=(974,363,1370,364)
excellence-columns xyxy=(27,1302,426,1607)
ancestors-box xyxy=(1202,2056,1388,2368)
yam-point: भाई दूज को यम द्वितीया भी कहा जाता है, क्योंकि इसका संबंध यमराज और उनकी बहन यमुना जी की कथा से जुड़ा है. xyxy=(974,398,1165,439)
tractor-boxed-head: लगभग 35 करोड़ का हुआ कारोबार xyxy=(442,1298,627,1348)
masthead xyxy=(27,37,1401,87)
bus-graphic xyxy=(813,913,887,993)
section-rule xyxy=(812,2289,1189,2292)
yam-heading: यम द्वितीया का महत्व xyxy=(974,371,1101,392)
bus-stand-photo xyxy=(813,826,1066,1003)
lead-headline-line: इस बार दिवाली पर xyxy=(27,100,495,183)
checkbox-icon xyxy=(974,447,984,458)
black-dot xyxy=(1235,2375,1245,2393)
yam-point: इस वजह से भाई दूज को यम द्वितीया कहा गया और यह पर्व भाई-बहन के रिश्ते में सुरक्षा, स्नेह और आशीर्वाद का प्रतीक बन गया. xyxy=(1180,456,1370,497)
